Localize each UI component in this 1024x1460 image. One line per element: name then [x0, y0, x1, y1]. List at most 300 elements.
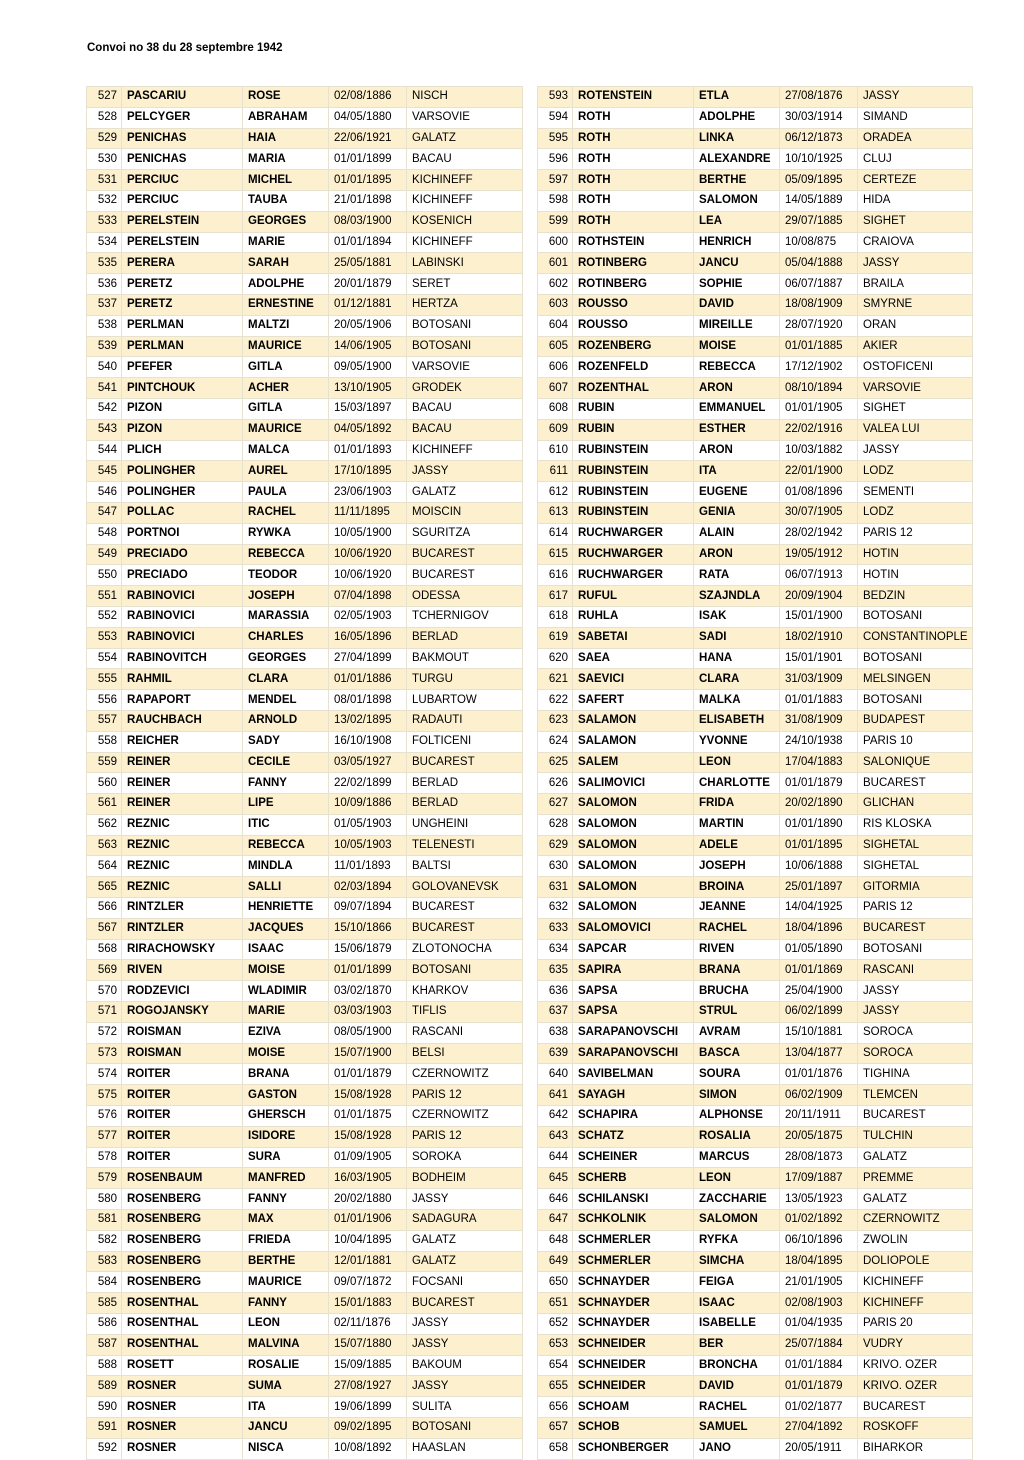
table-row	[87, 960, 523, 981]
birth-date-cell: 15/07/1880	[329, 1334, 407, 1355]
birth-place-cell: SIGHET	[858, 211, 973, 232]
row-number-cell: 589	[87, 1376, 122, 1397]
first-name-cell: MOISE	[694, 336, 780, 357]
birth-date-cell: 01/08/1896	[780, 482, 858, 503]
last-name-cell: RUCHWARGER	[573, 565, 694, 586]
birth-place-cell: BRAILA	[858, 274, 973, 295]
first-name-cell: MALCA	[243, 440, 329, 461]
last-name-cell: ROITER	[122, 1064, 243, 1085]
birth-date-cell: 23/06/1903	[329, 482, 407, 503]
first-name-cell: SURA	[243, 1147, 329, 1168]
birth-place-cell: ODESSA	[407, 586, 523, 607]
row-number-cell: 531	[87, 170, 122, 191]
last-name-cell: PRECIADO	[122, 544, 243, 565]
first-name-cell: GEORGES	[243, 648, 329, 669]
birth-date-cell: 16/10/1908	[329, 731, 407, 752]
birth-date-cell: 08/10/1894	[780, 378, 858, 399]
first-name-cell: RYFKA	[694, 1230, 780, 1251]
table-row	[538, 1293, 973, 1314]
table-row	[87, 1314, 523, 1335]
first-name-cell: STRUL	[694, 1002, 780, 1023]
birth-place-cell: PARIS 12	[858, 898, 973, 919]
row-number-cell: 601	[538, 253, 573, 274]
table-row	[87, 253, 523, 274]
last-name-cell: SCHERB	[573, 1168, 694, 1189]
table-row	[538, 1251, 973, 1272]
birth-date-cell: 09/02/1895	[329, 1418, 407, 1439]
row-number-cell: 641	[538, 1085, 573, 1106]
last-name-cell: REZNIC	[122, 814, 243, 835]
last-name-cell: PERCIUC	[122, 170, 243, 191]
table-row	[87, 170, 523, 191]
last-name-cell: ROISMAN	[122, 1043, 243, 1064]
table-row	[87, 211, 523, 232]
last-name-cell: PLICH	[122, 440, 243, 461]
birth-place-cell: LODZ	[858, 461, 973, 482]
row-number-cell: 588	[87, 1355, 122, 1376]
table-row	[87, 1064, 523, 1085]
table-row	[87, 398, 523, 419]
first-name-cell: RACHEL	[243, 502, 329, 523]
last-name-cell: SAEA	[573, 648, 694, 669]
table-row	[87, 1126, 523, 1147]
table-row	[538, 1418, 973, 1439]
birth-date-cell: 01/01/1899	[329, 149, 407, 170]
birth-place-cell: BUCAREST	[407, 544, 523, 565]
first-name-cell: BROINA	[694, 877, 780, 898]
first-name-cell: ABRAHAM	[243, 107, 329, 128]
table-row	[538, 523, 973, 544]
table-row	[538, 918, 973, 939]
birth-place-cell: CZERNOWITZ	[407, 1064, 523, 1085]
birth-place-cell: BOTOSANI	[407, 960, 523, 981]
table-row	[87, 523, 523, 544]
first-name-cell: SAMUEL	[694, 1418, 780, 1439]
birth-date-cell: 28/07/1920	[780, 315, 858, 336]
birth-place-cell: VALEA LUI	[858, 419, 973, 440]
last-name-cell: SCHKOLNIK	[573, 1210, 694, 1231]
row-number-cell: 646	[538, 1189, 573, 1210]
birth-place-cell: BUCAREST	[858, 1397, 973, 1418]
first-name-cell: EMMANUEL	[694, 398, 780, 419]
birth-place-cell: GLICHAN	[858, 794, 973, 815]
birth-place-cell: BUCAREST	[407, 565, 523, 586]
row-number-cell: 605	[538, 336, 573, 357]
birth-place-cell: BOTOSANI	[858, 606, 973, 627]
row-number-cell: 633	[538, 918, 573, 939]
row-number-cell: 637	[538, 1002, 573, 1023]
table-row	[87, 294, 523, 315]
first-name-cell: BRANA	[243, 1064, 329, 1085]
table-row	[87, 710, 523, 731]
row-number-cell: 539	[87, 336, 122, 357]
last-name-cell: RUBIN	[573, 419, 694, 440]
birth-place-cell: MELSINGEN	[858, 669, 973, 690]
birth-date-cell: 01/01/1879	[780, 773, 858, 794]
last-name-cell: ROSETT	[122, 1355, 243, 1376]
first-name-cell: TEODOR	[243, 565, 329, 586]
table-row	[87, 378, 523, 399]
table-row	[87, 1085, 523, 1106]
first-name-cell: SIMON	[694, 1085, 780, 1106]
first-name-cell: JEANNE	[694, 898, 780, 919]
first-name-cell: ZACCHARIE	[694, 1189, 780, 1210]
first-name-cell: ETLA	[694, 87, 780, 108]
last-name-cell: PENICHAS	[122, 128, 243, 149]
table-row	[87, 606, 523, 627]
first-name-cell: JOSEPH	[694, 856, 780, 877]
birth-date-cell: 25/04/1900	[780, 981, 858, 1002]
row-number-cell: 597	[538, 170, 573, 191]
birth-date-cell: 13/10/1905	[329, 378, 407, 399]
last-name-cell: PERELSTEIN	[122, 232, 243, 253]
birth-date-cell: 15/01/1901	[780, 648, 858, 669]
birth-date-cell: 06/07/1913	[780, 565, 858, 586]
last-name-cell: ROSENBERG	[122, 1251, 243, 1272]
table-row	[538, 669, 973, 690]
table-row	[538, 315, 973, 336]
table-row	[87, 939, 523, 960]
row-number-cell: 538	[87, 315, 122, 336]
row-number-cell: 612	[538, 482, 573, 503]
first-name-cell: CHARLOTTE	[694, 773, 780, 794]
last-name-cell: SAVIBELMAN	[573, 1064, 694, 1085]
table-row	[87, 877, 523, 898]
first-name-cell: MAURICE	[243, 336, 329, 357]
first-name-cell: ISAAC	[694, 1293, 780, 1314]
row-number-cell: 542	[87, 398, 122, 419]
table-row	[538, 440, 973, 461]
last-name-cell: ROISMAN	[122, 1022, 243, 1043]
table-row	[87, 1376, 523, 1397]
row-number-cell: 650	[538, 1272, 573, 1293]
last-name-cell: ROSNER	[122, 1397, 243, 1418]
last-name-cell: RUHLA	[573, 606, 694, 627]
birth-date-cell: 06/07/1887	[780, 274, 858, 295]
last-name-cell: RODZEVICI	[122, 981, 243, 1002]
first-name-cell: GHERSCH	[243, 1106, 329, 1127]
row-number-cell: 567	[87, 918, 122, 939]
birth-place-cell: PARIS 12	[858, 523, 973, 544]
last-name-cell: PERELSTEIN	[122, 211, 243, 232]
birth-place-cell: HAASLAN	[407, 1438, 523, 1459]
birth-place-cell: TIFLIS	[407, 1002, 523, 1023]
first-name-cell: YVONNE	[694, 731, 780, 752]
birth-date-cell: 10/05/1903	[329, 835, 407, 856]
birth-date-cell: 25/01/1897	[780, 877, 858, 898]
table-row	[87, 1397, 523, 1418]
birth-place-cell: FOLTICENI	[407, 731, 523, 752]
last-name-cell: RAHMIL	[122, 669, 243, 690]
last-name-cell: SCHNEIDER	[573, 1376, 694, 1397]
last-name-cell: PERETZ	[122, 294, 243, 315]
first-name-cell: HAIA	[243, 128, 329, 149]
birth-place-cell: GITORMIA	[858, 877, 973, 898]
birth-place-cell: RASCANI	[407, 1022, 523, 1043]
row-number-cell: 569	[87, 960, 122, 981]
birth-date-cell: 18/04/1895	[780, 1251, 858, 1272]
table-row	[538, 690, 973, 711]
birth-place-cell: NISCH	[407, 87, 523, 108]
birth-place-cell: KICHINEFF	[407, 170, 523, 191]
row-number-cell: 602	[538, 274, 573, 295]
birth-place-cell: KOSENICH	[407, 211, 523, 232]
first-name-cell: LEA	[694, 211, 780, 232]
first-name-cell: MARIE	[243, 232, 329, 253]
first-name-cell: SOPHIE	[694, 274, 780, 295]
last-name-cell: ROTINBERG	[573, 274, 694, 295]
birth-place-cell: CZERNOWITZ	[858, 1210, 973, 1231]
birth-place-cell: FOCSANI	[407, 1272, 523, 1293]
last-name-cell: SCHMERLER	[573, 1230, 694, 1251]
birth-date-cell: 06/12/1873	[780, 128, 858, 149]
first-name-cell: MAURICE	[243, 419, 329, 440]
birth-place-cell: BALTSI	[407, 856, 523, 877]
birth-date-cell: 10/09/1886	[329, 794, 407, 815]
birth-date-cell: 01/01/1905	[780, 398, 858, 419]
row-number-cell: 583	[87, 1251, 122, 1272]
birth-date-cell: 10/08/875	[780, 232, 858, 253]
last-name-cell: RABINOVITCH	[122, 648, 243, 669]
first-name-cell: MARASSIA	[243, 606, 329, 627]
first-name-cell: GASTON	[243, 1085, 329, 1106]
birth-date-cell: 04/05/1892	[329, 419, 407, 440]
first-name-cell: JOSEPH	[243, 586, 329, 607]
table-row	[538, 232, 973, 253]
first-name-cell: BASCA	[694, 1043, 780, 1064]
birth-date-cell: 01/01/1886	[329, 669, 407, 690]
row-number-cell: 624	[538, 731, 573, 752]
first-name-cell: SIMCHA	[694, 1251, 780, 1272]
birth-date-cell: 20/02/1890	[780, 794, 858, 815]
birth-place-cell: KICHINEFF	[858, 1272, 973, 1293]
table-row	[538, 357, 973, 378]
row-number-cell: 528	[87, 107, 122, 128]
birth-place-cell: JASSY	[858, 253, 973, 274]
birth-date-cell: 19/06/1899	[329, 1397, 407, 1418]
row-number-cell: 535	[87, 253, 122, 274]
first-name-cell: HANA	[694, 648, 780, 669]
table-row	[538, 294, 973, 315]
table-row	[538, 1376, 973, 1397]
birth-date-cell: 01/01/1895	[329, 170, 407, 191]
birth-date-cell: 27/08/1927	[329, 1376, 407, 1397]
last-name-cell: POLLAC	[122, 502, 243, 523]
row-number-cell: 585	[87, 1293, 122, 1314]
birth-date-cell: 03/02/1870	[329, 981, 407, 1002]
table-row	[87, 502, 523, 523]
first-name-cell: JACQUES	[243, 918, 329, 939]
table-row	[538, 586, 973, 607]
table-row	[538, 1189, 973, 1210]
birth-date-cell: 15/06/1879	[329, 939, 407, 960]
table-row	[538, 710, 973, 731]
first-name-cell: SALLI	[243, 877, 329, 898]
last-name-cell: SCHAPIRA	[573, 1106, 694, 1127]
first-name-cell: SUMA	[243, 1376, 329, 1397]
first-name-cell: GENIA	[694, 502, 780, 523]
last-name-cell: SAPSA	[573, 981, 694, 1002]
row-number-cell: 556	[87, 690, 122, 711]
birth-place-cell: BUCAREST	[407, 752, 523, 773]
last-name-cell: PERETZ	[122, 274, 243, 295]
birth-date-cell: 10/06/1888	[780, 856, 858, 877]
birth-place-cell: HERTZA	[407, 294, 523, 315]
table-row	[538, 648, 973, 669]
table-row	[538, 606, 973, 627]
last-name-cell: ROSENTHAL	[122, 1314, 243, 1335]
birth-date-cell: 02/03/1894	[329, 877, 407, 898]
last-name-cell: PIZON	[122, 398, 243, 419]
table-row	[87, 627, 523, 648]
last-name-cell: ROTH	[573, 128, 694, 149]
birth-place-cell: JASSY	[858, 87, 973, 108]
birth-date-cell: 11/11/1895	[329, 502, 407, 523]
last-name-cell: RUBINSTEIN	[573, 482, 694, 503]
first-name-cell: BERTHE	[694, 170, 780, 191]
last-name-cell: PRECIADO	[122, 565, 243, 586]
birth-place-cell: BERLAD	[407, 627, 523, 648]
table-row	[87, 1293, 523, 1314]
birth-place-cell: ROSKOFF	[858, 1418, 973, 1439]
last-name-cell: SCHNAYDER	[573, 1293, 694, 1314]
birth-place-cell: BERLAD	[407, 773, 523, 794]
birth-date-cell: 06/02/1909	[780, 1085, 858, 1106]
table-row	[538, 502, 973, 523]
row-number-cell: 625	[538, 752, 573, 773]
row-number-cell: 582	[87, 1230, 122, 1251]
first-name-cell: LINKA	[694, 128, 780, 149]
row-number-cell: 613	[538, 502, 573, 523]
table-row	[538, 1022, 973, 1043]
table-row	[87, 315, 523, 336]
row-number-cell: 599	[538, 211, 573, 232]
birth-place-cell: SIGHETAL	[858, 835, 973, 856]
birth-place-cell: GALATZ	[858, 1189, 973, 1210]
birth-place-cell: SOROCA	[858, 1022, 973, 1043]
table-row	[538, 960, 973, 981]
birth-place-cell: GALATZ	[407, 482, 523, 503]
row-number-cell: 591	[87, 1418, 122, 1439]
birth-place-cell: JASSY	[407, 1334, 523, 1355]
last-name-cell: ROSENTHAL	[122, 1334, 243, 1355]
last-name-cell: SALOMON	[573, 794, 694, 815]
birth-date-cell: 15/01/1900	[780, 606, 858, 627]
last-name-cell: ROUSSO	[573, 294, 694, 315]
row-number-cell: 562	[87, 814, 122, 835]
first-name-cell: ARNOLD	[243, 710, 329, 731]
first-name-cell: PAULA	[243, 482, 329, 503]
table-row	[87, 440, 523, 461]
first-name-cell: ARON	[694, 544, 780, 565]
last-name-cell: PERLMAN	[122, 336, 243, 357]
birth-place-cell: CLUJ	[858, 149, 973, 170]
table-row	[538, 461, 973, 482]
row-number-cell: 573	[87, 1043, 122, 1064]
first-name-cell: AVRAM	[694, 1022, 780, 1043]
last-name-cell: PELCYGER	[122, 107, 243, 128]
row-number-cell: 566	[87, 898, 122, 919]
row-number-cell: 608	[538, 398, 573, 419]
birth-date-cell: 02/08/1886	[329, 87, 407, 108]
row-number-cell: 622	[538, 690, 573, 711]
table-row	[87, 1418, 523, 1439]
row-number-cell: 638	[538, 1022, 573, 1043]
row-number-cell: 654	[538, 1355, 573, 1376]
birth-date-cell: 19/05/1912	[780, 544, 858, 565]
birth-place-cell: JASSY	[858, 440, 973, 461]
first-name-cell: BRUCHA	[694, 981, 780, 1002]
last-name-cell: ROZENBERG	[573, 336, 694, 357]
row-number-cell: 536	[87, 274, 122, 295]
row-number-cell: 564	[87, 856, 122, 877]
first-name-cell: REBECCA	[694, 357, 780, 378]
birth-place-cell: HIDA	[858, 190, 973, 211]
last-name-cell: RUFUL	[573, 586, 694, 607]
last-name-cell: PFEFER	[122, 357, 243, 378]
first-name-cell: MARIA	[243, 149, 329, 170]
last-name-cell: ROTH	[573, 211, 694, 232]
row-number-cell: 656	[538, 1397, 573, 1418]
row-number-cell: 619	[538, 627, 573, 648]
first-name-cell: ESTHER	[694, 419, 780, 440]
birth-date-cell: 01/05/1903	[329, 814, 407, 835]
first-name-cell: JANO	[694, 1438, 780, 1459]
birth-date-cell: 14/04/1925	[780, 898, 858, 919]
last-name-cell: SAYAGH	[573, 1085, 694, 1106]
last-name-cell: ROITER	[122, 1085, 243, 1106]
row-number-cell: 628	[538, 814, 573, 835]
row-number-cell: 579	[87, 1168, 122, 1189]
birth-place-cell: JASSY	[407, 1314, 523, 1335]
table-row	[538, 253, 973, 274]
row-number-cell: 623	[538, 710, 573, 731]
last-name-cell: ROTH	[573, 149, 694, 170]
birth-date-cell: 22/02/1899	[329, 773, 407, 794]
row-number-cell: 571	[87, 1002, 122, 1023]
birth-place-cell: SIGHETAL	[858, 856, 973, 877]
birth-date-cell: 22/06/1921	[329, 128, 407, 149]
first-name-cell: ISAAC	[243, 939, 329, 960]
last-name-cell: SARAPANOVSCHI	[573, 1022, 694, 1043]
last-name-cell: ROSENBERG	[122, 1272, 243, 1293]
first-name-cell: DAVID	[694, 294, 780, 315]
first-name-cell: ADELE	[694, 835, 780, 856]
birth-place-cell: TELENESTI	[407, 835, 523, 856]
birth-date-cell: 20/02/1880	[329, 1189, 407, 1210]
last-name-cell: ROSNER	[122, 1418, 243, 1439]
first-name-cell: SADY	[243, 731, 329, 752]
first-name-cell: MARIE	[243, 1002, 329, 1023]
row-number-cell: 607	[538, 378, 573, 399]
row-number-cell: 615	[538, 544, 573, 565]
last-name-cell: REZNIC	[122, 877, 243, 898]
table-row	[87, 898, 523, 919]
birth-place-cell: BUCAREST	[858, 773, 973, 794]
table-row	[87, 1043, 523, 1064]
table-row	[538, 565, 973, 586]
birth-place-cell: VARSOVIE	[407, 107, 523, 128]
table-row	[87, 357, 523, 378]
birth-place-cell: GALATZ	[407, 1251, 523, 1272]
birth-place-cell: BODHEIM	[407, 1168, 523, 1189]
last-name-cell: SCHNEIDER	[573, 1334, 694, 1355]
last-name-cell: RABINOVICI	[122, 627, 243, 648]
row-number-cell: 632	[538, 898, 573, 919]
first-name-cell: MOISE	[243, 1043, 329, 1064]
last-name-cell: ROSENBERG	[122, 1210, 243, 1231]
birth-date-cell: 10/03/1882	[780, 440, 858, 461]
